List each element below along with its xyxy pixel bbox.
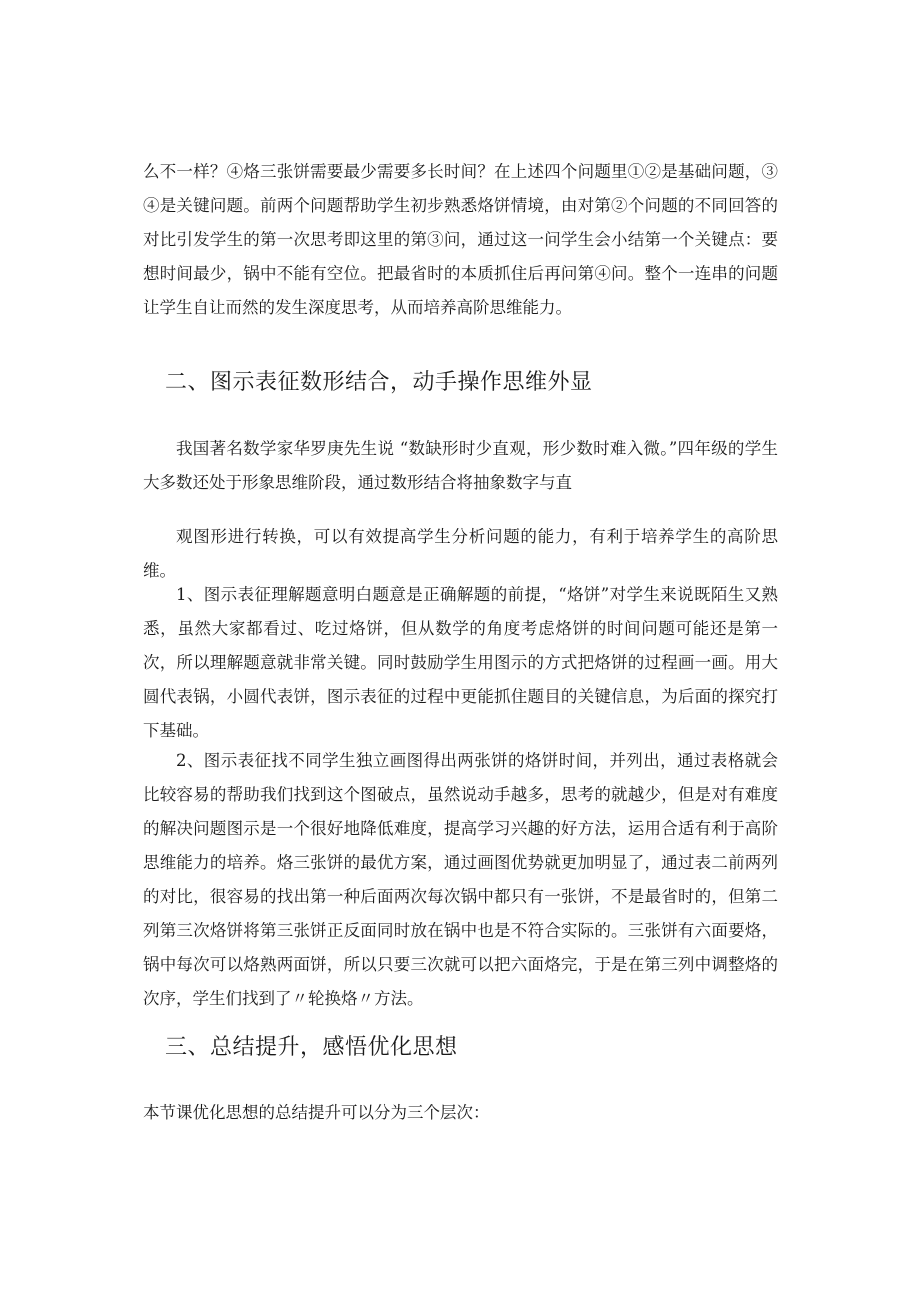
section-heading-3: 三、总结提升，感悟优化思想	[165, 1035, 458, 1060]
paragraph-three-levels: 本节课优化思想的总结提升可以分为三个层次：	[143, 1103, 490, 1122]
paragraph-questions-summary: 么不一样？④烙三张饼需要最少需要多长时间？在上述四个问题里①②是基础问题，③④是关键问题。前两个问题帮助学生初步熟悉烙饼情境，由对第②个问题的不同回答的对比引发学生的第一次思考即这里的第③问，通过这一问学生会小结第一个关键点：要想时间最少，锅中不能有空位。把最省时的本质抓住后再问第④问。整个一连串的问题让学生自让而然的发生深度思考，从而培养高阶思维能力。	[143, 162, 778, 317]
paragraph-point-2: 2、图示表征找不同学生独立画图得出两张饼的烙饼时间，并列出，通过表格就会比较容易的帮助我们找到这个图破点，虽然说动手越多，思考的就越少，但是对有难度的解决问题图示是一个很好地降低难度，提高学习兴趣的好方法，运用合适有利于高阶思维能力的培养。烙三张饼的最优方案，通过画图优势就更加明显了，通过表二前两列的对比，很容易的找出第一种后面两次每次锅中都只有一张饼，不是最省时的，但第二列第三次烙饼将第三张饼正反面同时放在锅中也是不符合实际的。三张饼有六面要烙，锅中每次可以烙熟两面饼，所以只要三次就可以把六面烙完，于是在第三列中调整烙的次序，学生们找到了〃轮换烙〃方法。	[143, 751, 778, 1008]
section-heading-2: 二、图示表征数形结合，动手操作思维外显	[165, 370, 593, 395]
paragraph-point-1: 1、图示表征理解题意明白题意是正确解题的前提，“烙饼”对学生来说既陌生又熟悉，虽然大家都看过、吃过烙饼，但从数学的角度考虑烙饼的时间问题可能还是第一次，所以理解题意就非常关键。同时鼓励学生用图示的方式把烙饼的过程画一画。用大圆代表锅，小圆代表饼，图示表征的过程中更能抓住题目的关键信息，为后面的探究打下基础。	[143, 585, 778, 740]
paragraph-hua-luogeng-quote: 我国著名数学家华罗庚先生说 “数缺形时少直观，形少数时难入微。”四年级的学生大多数还处于形象思维阶段，通过数形结合将抽象数字与直	[143, 439, 778, 492]
paragraph-shape-conversion: 观图形进行转换，可以有效提高学生分析问题的能力，有利于培养学生的高阶思维。	[143, 527, 778, 580]
